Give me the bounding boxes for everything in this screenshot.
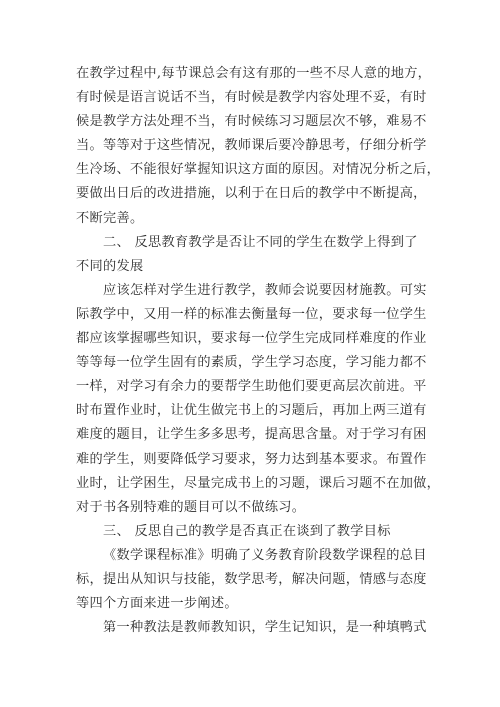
text-line: 难度的题目，让学生多多思考，提高思含量。对于学习有困	[76, 427, 427, 443]
paragraph-first-method	[76, 616, 434, 640]
paragraph-reflection-intro	[76, 62, 441, 231]
text-line: 等等每一位学生固有的素质，学生学习态度，学习能力都不	[76, 355, 427, 371]
text-line: 不断完善。	[76, 210, 144, 226]
paragraph-differentiated-teaching	[76, 279, 441, 520]
text-line: 有时候是语言说话不当，有时候是教学内容处理不妥，有时	[76, 90, 427, 106]
text-line: 标，提出从知识与技能，数学思考，解决问题，情感与态度	[76, 571, 427, 587]
text-line: 时布置作业时，让优生做完书上的习题后，再加上两三道有	[76, 403, 427, 419]
text-line: 当。等等对于这些情况，教师课后要冷静思考，仔细分析学	[76, 138, 427, 154]
text-line: 业时，让学困生，尽量完成书上的习题，课后习题不在加做，	[76, 475, 441, 491]
heading-line: 三、 反思自己的教学是否真正在谈到了教学目标	[103, 523, 391, 539]
text-line: 候是教学方法处理不当，有时候练习习题层次不够，难易不	[76, 114, 427, 130]
text-line: 等四个方面来进一步阐述。	[76, 596, 238, 612]
text-line: 都应该掌握哪些知识，要求每一位学生完成同样难度的作业	[76, 331, 427, 347]
text-line: 应该怎样对学生进行教学，教师会说要因材施教。可实	[103, 282, 427, 298]
heading-line: 二、 反思教育教学是否让不同的学生在数学上得到了	[103, 234, 418, 250]
text-line: 难的学生，则要降低学习要求，努力达到基本要求。布置作	[76, 451, 427, 467]
section-heading-three	[76, 520, 434, 544]
text-line: 在教学过程中,每节课总会有这有那的一些不尽人意的地方，	[76, 66, 432, 81]
text-line: 第一种教法是教师教知识，学生记知识，是一种填鸭式	[103, 620, 427, 636]
text-line: 《数学课程标准》明确了义务教育阶段数学课程的总目	[103, 547, 427, 563]
paragraph-curriculum-standard	[76, 544, 434, 616]
text-line: 一样，对学习有余力的要帮学生助他们要更高层次前进。平	[76, 379, 427, 395]
text-line: 要做出日后的改进措施，以利于在日后的教学中不断提高，	[76, 186, 427, 202]
document-body	[76, 62, 441, 640]
text-line: 际教学中，又用一样的标准去衡量每一位，要求每一位学生	[76, 306, 427, 322]
text-line: 生冷场、不能很好掌握知识这方面的原因。对情况分析之后，	[76, 162, 441, 178]
text-line: 对于书各别特难的题目可以不做练习。	[76, 499, 306, 515]
heading-line: 不同的发展	[76, 258, 144, 274]
section-heading-two	[76, 231, 434, 279]
